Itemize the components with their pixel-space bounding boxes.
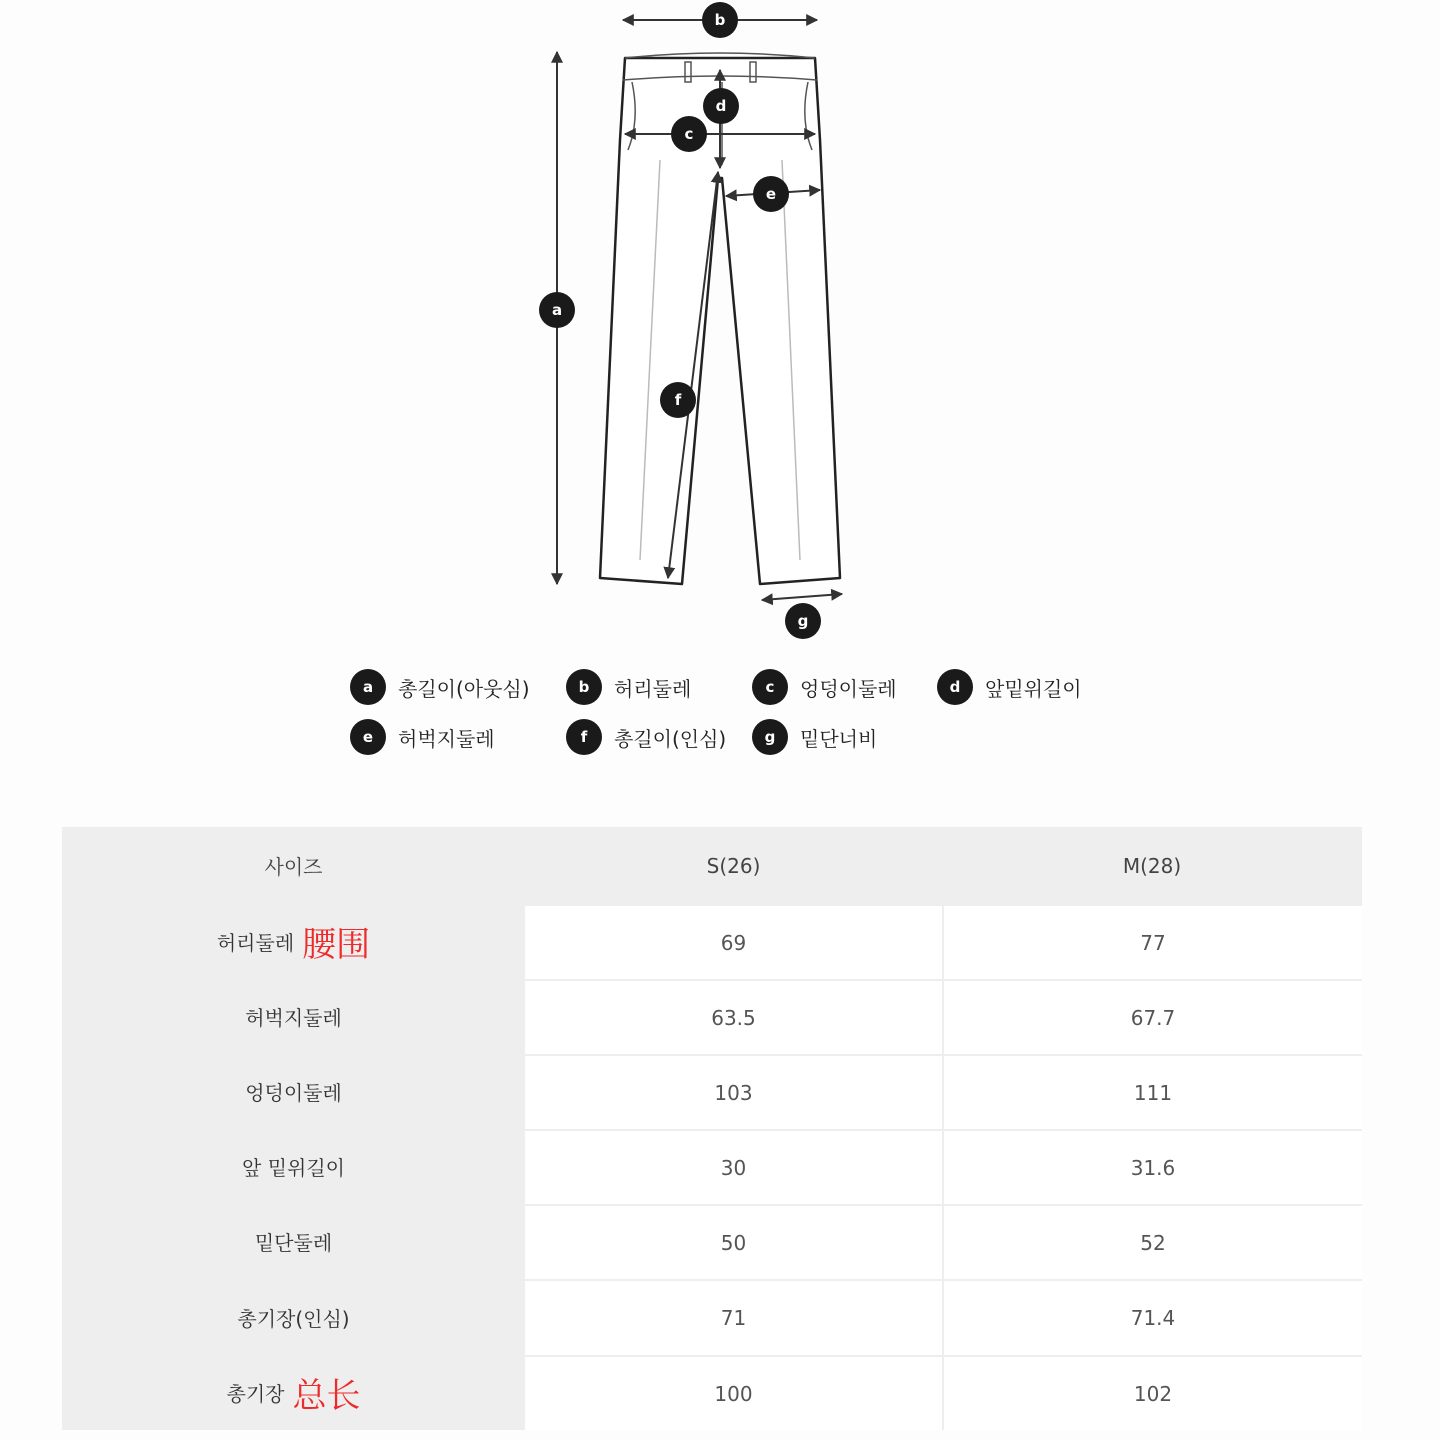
legend-item-f <box>566 718 726 756</box>
table-row <box>62 1129 1362 1204</box>
marker-c <box>671 116 707 152</box>
svg-text:f: f <box>674 391 682 409</box>
marker-g <box>785 603 821 639</box>
row-label-text: 밑단둘레 <box>254 1231 333 1255</box>
handwritten-note: 腰围 <box>302 925 371 965</box>
header-m28: M(28) <box>1122 853 1182 878</box>
legend-label-a: 총길이(아웃심) <box>398 676 530 701</box>
header-size: 사이즈 <box>264 855 323 879</box>
legend-item-d <box>937 668 1082 706</box>
row-label-text: 엉덩이둘레 <box>245 1081 342 1105</box>
legend-badge-b: b <box>566 669 602 705</box>
legend-label-e: 허벅지둘레 <box>398 726 495 751</box>
row-label <box>62 1054 525 1129</box>
legend-label-g: 밑단너비 <box>800 726 878 751</box>
measurement-legend <box>350 668 1150 768</box>
table-row <box>62 979 1362 1054</box>
svg-text:d: d <box>715 97 727 115</box>
row-label <box>62 1279 525 1355</box>
table-row <box>62 1204 1362 1279</box>
value-s: 63.5 <box>525 979 942 1054</box>
legend-badge-a: a <box>350 669 386 705</box>
size-table <box>62 827 1362 1430</box>
value-s: 50 <box>525 1204 942 1279</box>
value-m: 31.6 <box>942 1129 1362 1204</box>
legend-item-g <box>752 718 877 756</box>
legend-item-a <box>350 668 530 706</box>
marker-a <box>539 292 575 328</box>
legend-item-e <box>350 718 495 756</box>
legend-badge-d: d <box>937 669 973 705</box>
row-label <box>62 979 525 1054</box>
row-label-text: 허벅지둘레 <box>245 1006 342 1030</box>
value-m: 71.4 <box>942 1279 1362 1355</box>
legend-label-c: 엉덩이둘레 <box>800 676 897 701</box>
legend-badge-g: g <box>752 719 788 755</box>
marker-f <box>660 382 696 418</box>
table-header-row <box>62 827 1362 904</box>
marker-e <box>753 176 789 212</box>
value-m: 77 <box>942 904 1362 979</box>
row-label <box>62 1355 525 1430</box>
legend-label-f: 총길이(인심) <box>614 726 727 751</box>
handwritten-note: 总长 <box>292 1376 361 1416</box>
marker-d <box>703 88 739 124</box>
value-s: 100 <box>525 1355 942 1430</box>
legend-item-b <box>566 668 691 706</box>
svg-text:g: g <box>797 612 809 630</box>
table-row <box>62 1279 1362 1355</box>
row-label-text: 앞 밑위길이 <box>242 1156 345 1180</box>
row-label-text: 총기장 <box>226 1382 285 1406</box>
row-label-text: 총기장(인심) <box>237 1306 350 1331</box>
row-label <box>62 1204 525 1279</box>
svg-text:c: c <box>684 125 694 143</box>
row-label-text: 허리둘레 <box>216 931 295 955</box>
marker-b <box>702 2 738 38</box>
value-s: 30 <box>525 1129 942 1204</box>
legend-label-d: 앞밑위길이 <box>985 676 1082 701</box>
legend-badge-c: c <box>752 669 788 705</box>
legend-item-c <box>752 668 897 706</box>
value-m: 52 <box>942 1204 1362 1279</box>
row-label <box>62 904 525 979</box>
svg-text:e: e <box>765 185 777 203</box>
value-m: 67.7 <box>942 979 1362 1054</box>
value-m: 111 <box>942 1054 1362 1129</box>
table-row <box>62 904 1362 979</box>
legend-badge-e: e <box>350 719 386 755</box>
legend-label-b: 허리둘레 <box>614 676 692 701</box>
value-s: 71 <box>525 1279 942 1355</box>
svg-text:a: a <box>551 301 563 319</box>
value-s: 69 <box>525 904 942 979</box>
table-row <box>62 1054 1362 1129</box>
legend-badge-f: f <box>566 719 602 755</box>
header-s26: S(26) <box>706 853 761 878</box>
value-s: 103 <box>525 1054 942 1129</box>
pants-measurement-diagram <box>0 0 1440 660</box>
svg-text:b: b <box>714 11 726 29</box>
row-label <box>62 1129 525 1204</box>
value-m: 102 <box>942 1355 1362 1430</box>
table-row <box>62 1355 1362 1430</box>
